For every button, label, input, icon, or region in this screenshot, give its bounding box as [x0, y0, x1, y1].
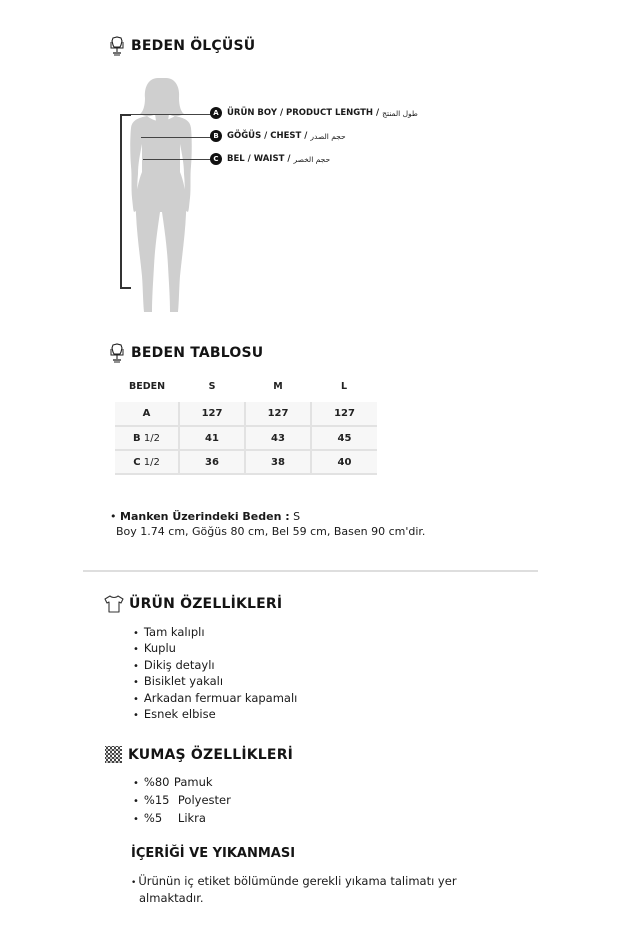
product-features-title-text: ÜRÜN ÖZELLİKLERİ: [129, 596, 283, 612]
model-measurements: Boy 1.74 cm, Göğüs 80 cm, Bel 59 cm, Basen 90 cm'dir.: [116, 525, 426, 538]
header-s: S: [208, 380, 216, 392]
cell-value: 40: [311, 450, 377, 474]
model-size-label: Manken Üzerindeki Beden :: [120, 510, 290, 523]
measure-line-c: [143, 159, 211, 160]
list-item: • Tam kalıplı: [133, 625, 297, 641]
row-label: A: [115, 402, 179, 426]
cell-value: 127: [179, 402, 245, 426]
size-table-title: [108, 343, 263, 363]
tshirt-icon: [104, 595, 124, 613]
list-item: • Dikiş detaylı: [133, 658, 297, 674]
mannequin-icon: [108, 343, 126, 363]
list-item: • Esnek elbise: [133, 707, 297, 723]
size-guide-title: [108, 36, 255, 56]
section-divider: [83, 570, 538, 572]
measurement-b-arabic: حجم الصدر: [310, 131, 346, 141]
badge-b: B: [210, 130, 222, 142]
measurement-b-label: GÖĞÜS / CHEST /: [227, 131, 308, 141]
size-table-title-text: BEDEN TABLOSU: [131, 345, 264, 361]
model-size-info: • Manken Üzerindeki Beden : S Boy 1.74 cm, Göğüs 80 cm, Bel 59 cm, Basen 90 cm'dir.: [110, 510, 426, 538]
fabric-features-title-text: KUMAŞ ÖZELLİKLERİ: [128, 746, 294, 763]
cell-value: 45: [311, 426, 377, 450]
fabric-composition-list: [133, 774, 231, 828]
size-table: [115, 374, 377, 475]
list-item: • %80 Pamuk: [133, 774, 231, 792]
size-table-header: [115, 374, 377, 398]
body-silhouette: [100, 66, 220, 321]
header-l: L: [340, 380, 348, 392]
cell-value: 41: [179, 426, 245, 450]
model-size-value: S: [289, 510, 301, 523]
measurement-b: [210, 130, 346, 142]
cell-value: 38: [245, 450, 311, 474]
length-bracket-top: [120, 114, 131, 116]
measurement-a: [210, 107, 418, 119]
measurement-a-label: ÜRÜN BOY / PRODUCT LENGTH /: [227, 108, 380, 118]
measurement-c-arabic: حجم الخصر: [293, 154, 331, 164]
size-guide-title-text: BEDEN ÖLÇÜSÜ: [131, 38, 256, 54]
list-item: • %5 Likra: [133, 810, 231, 828]
row-label: C 1/2: [115, 450, 179, 474]
length-bracket: [120, 114, 122, 289]
measure-line-a: [131, 114, 211, 115]
list-item: • Kuplu: [133, 641, 297, 657]
cell-value: 127: [245, 402, 311, 426]
badge-c: C: [210, 153, 222, 165]
measurement-a-arabic: طول المنتج: [382, 108, 418, 118]
mannequin-icon: [108, 36, 126, 56]
cell-value: 127: [311, 402, 377, 426]
cell-value: 36: [179, 450, 245, 474]
table-row: [115, 426, 377, 450]
fabric-texture-icon: [104, 745, 123, 764]
table-row: [115, 450, 377, 474]
measure-line-b: [141, 137, 211, 138]
measurement-c-label: BEL / WAIST /: [227, 154, 291, 164]
header-beden: BEDEN: [128, 380, 166, 392]
cell-value: 43: [245, 426, 311, 450]
table-row: [115, 402, 377, 426]
length-bracket-bottom: [120, 287, 131, 289]
row-label: B 1/2: [115, 426, 179, 450]
care-instructions: • Ürünün iç etiket bölümünde gerekli yıkama talimatı yer almaktadır.: [131, 874, 491, 906]
product-features-list: [133, 625, 297, 723]
list-item: • Bisiklet yakalı: [133, 674, 297, 690]
badge-a: A: [210, 107, 222, 119]
product-features-title: [104, 595, 282, 613]
list-item: • Arkadan fermuar kapamalı: [133, 691, 297, 707]
header-m: M: [273, 380, 283, 392]
list-item: • %15 Polyester: [133, 792, 231, 810]
measurement-c: [210, 153, 330, 165]
fabric-features-title: [104, 745, 293, 764]
care-title: İÇERİĞİ VE YIKANMASI: [131, 846, 296, 861]
